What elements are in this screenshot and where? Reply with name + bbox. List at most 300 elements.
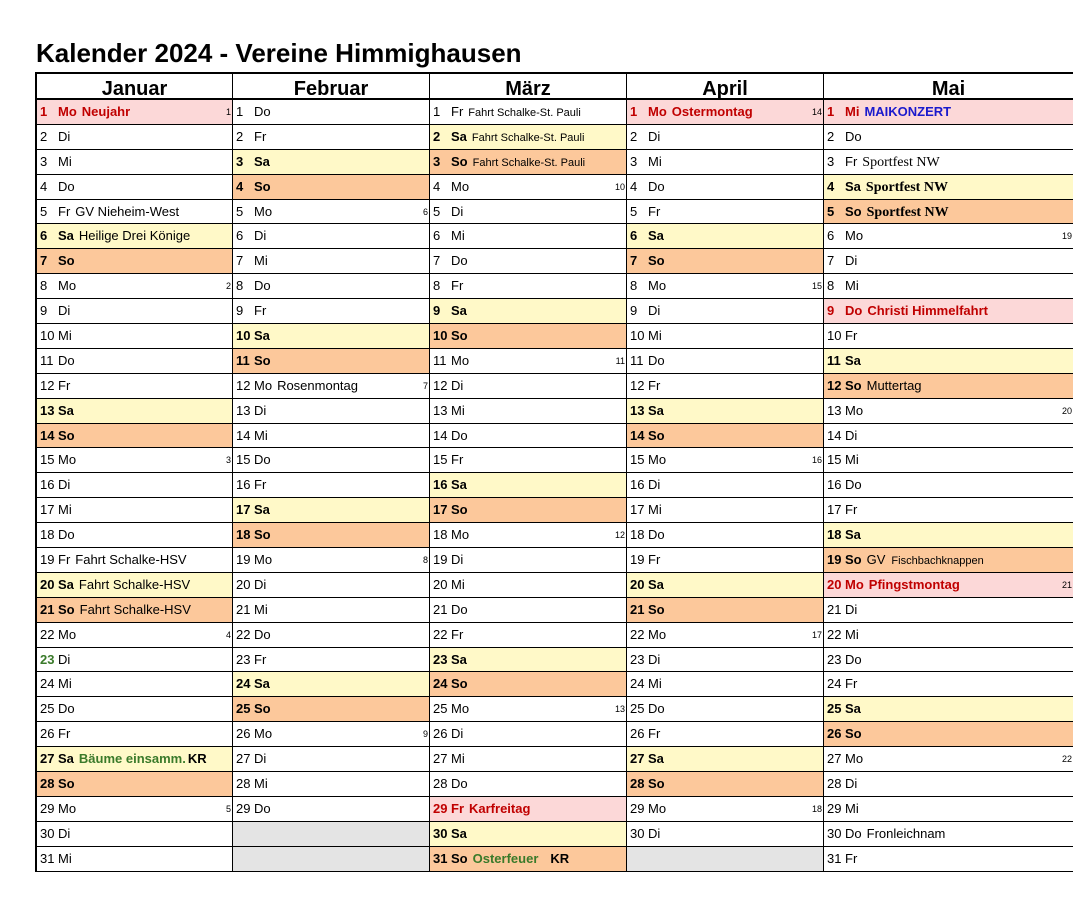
day-number: 17 xyxy=(827,502,842,518)
weekday-label: Sa xyxy=(451,651,467,667)
weekday-label: Mo xyxy=(451,178,470,194)
day-number: 8 xyxy=(630,278,638,294)
weekday-label: Mo xyxy=(451,701,470,717)
day-cell xyxy=(627,374,823,399)
event-suffix: KR xyxy=(187,751,207,767)
day-cell xyxy=(824,697,1073,722)
weekday-label: Di xyxy=(58,651,71,667)
weekday-label: Sa xyxy=(648,228,664,244)
day-cell xyxy=(37,772,232,797)
weekday-label: Fr xyxy=(845,502,858,518)
weekday-label: Mi xyxy=(845,104,860,119)
weekday-label: Di xyxy=(254,576,267,592)
day-number: 5 xyxy=(40,203,48,219)
day-number: 11 xyxy=(40,352,54,368)
day-cell xyxy=(627,722,823,747)
day-cell xyxy=(627,598,823,623)
day-number: 7 xyxy=(827,253,835,269)
day-cell xyxy=(233,249,429,274)
weekday-label: Mi xyxy=(58,502,72,518)
month-header: Januar xyxy=(37,72,232,100)
day-number: 5 xyxy=(827,203,835,219)
day-number: 6 xyxy=(40,228,48,244)
day-number: 13 xyxy=(630,402,645,418)
weekday-label: Mi xyxy=(451,402,465,418)
page-title: Kalender 2024 - Vereine Himmighausen xyxy=(36,38,522,68)
day-number: 24 xyxy=(40,676,55,692)
weekday-label: Mi xyxy=(648,676,662,692)
day-cell xyxy=(824,125,1073,150)
day-number: 21 xyxy=(236,601,251,617)
day-number: 13 xyxy=(433,402,448,418)
day-number: 17 xyxy=(433,502,448,518)
day-cell xyxy=(37,200,232,225)
week-number: 16 xyxy=(811,455,822,466)
event-label: Fahrt Schalke-HSV xyxy=(75,552,187,568)
day-cell xyxy=(430,150,626,175)
weekday-label: Sa xyxy=(58,402,74,418)
day-cell xyxy=(430,623,626,648)
weekday-label: Do xyxy=(451,253,468,269)
weekday-label: Fr xyxy=(648,377,661,393)
day-cell xyxy=(37,150,232,175)
day-number: 24 xyxy=(630,676,645,692)
day-cell xyxy=(627,200,823,225)
day-cell xyxy=(37,399,232,424)
week-number: 18 xyxy=(811,803,822,814)
day-number: 2 xyxy=(40,128,48,144)
day-cell xyxy=(430,100,626,125)
weekday-label: Mo xyxy=(648,452,667,468)
weekday-label: Mo xyxy=(254,203,273,219)
day-number: 31 xyxy=(433,850,448,866)
day-cell xyxy=(627,573,823,598)
day-number: 8 xyxy=(433,278,441,294)
day-number: 12 xyxy=(236,377,251,393)
weekday-label: So xyxy=(845,726,862,742)
day-number: 18 xyxy=(433,527,448,543)
weekday-label: So xyxy=(451,502,468,518)
day-number: 25 xyxy=(236,701,251,717)
day-cell xyxy=(233,797,429,822)
month-column-februar xyxy=(232,72,429,872)
day-number: 23 xyxy=(630,651,645,667)
day-number: 27 xyxy=(236,751,251,767)
weekday-label: So xyxy=(58,601,75,617)
day-number: 21 xyxy=(827,601,842,617)
week-number: 1 xyxy=(225,107,231,117)
day-cell xyxy=(627,249,823,274)
day-number: 23 xyxy=(827,651,842,667)
month-column-januar xyxy=(35,72,232,872)
weekday-label: Mi xyxy=(58,676,72,692)
weekday-label: Di xyxy=(58,825,71,841)
day-number: 14 xyxy=(433,427,448,443)
event-label: Fahrt Schalke-St. Pauli xyxy=(468,107,581,119)
day-cell xyxy=(627,274,823,299)
day-cell xyxy=(37,822,232,847)
day-number: 4 xyxy=(236,178,244,194)
weekday-label: So xyxy=(254,178,271,194)
day-cell xyxy=(233,747,429,772)
weekday-label: Fr xyxy=(58,552,71,568)
weekday-label: So xyxy=(451,328,468,344)
day-cell xyxy=(824,548,1073,573)
weekday-label: Do xyxy=(58,352,75,368)
day-number: 20 xyxy=(433,576,448,592)
day-number: 14 xyxy=(827,427,842,443)
weekday-label: Mo xyxy=(451,527,470,543)
weekday-label: Sa xyxy=(845,527,861,543)
empty-day-cell xyxy=(233,847,429,872)
day-number: 16 xyxy=(40,477,55,493)
day-cell xyxy=(627,448,823,473)
weekday-label: Mi xyxy=(451,228,465,244)
weekday-label: Sa xyxy=(648,751,664,767)
weekday-label: Mi xyxy=(845,626,859,642)
day-cell xyxy=(37,349,232,374)
weekday-label: Mo xyxy=(648,104,667,119)
day-number: 15 xyxy=(630,452,645,468)
day-cell xyxy=(627,100,823,125)
event-label: Fahrt Schalke-HSV xyxy=(78,576,191,592)
day-cell xyxy=(430,249,626,274)
day-number: 8 xyxy=(236,278,244,294)
weekday-label: Fr xyxy=(58,203,71,219)
day-cell xyxy=(430,374,626,399)
event-label: Bäume einsamm. xyxy=(78,751,186,767)
day-number: 22 xyxy=(433,626,448,642)
day-number: 29 xyxy=(630,800,645,816)
day-cell xyxy=(233,299,429,324)
day-cell xyxy=(430,672,626,697)
weekday-label: Sa xyxy=(845,701,861,717)
day-cell xyxy=(233,573,429,598)
day-number: 1 xyxy=(630,104,638,119)
day-cell xyxy=(233,722,429,747)
weekday-label: Sa xyxy=(58,751,74,767)
weekday-label: So xyxy=(58,776,75,792)
day-cell xyxy=(627,498,823,523)
day-number: 4 xyxy=(40,178,48,194)
weekday-label: Fr xyxy=(451,104,464,119)
weekday-label: So xyxy=(648,427,665,443)
day-number: 29 xyxy=(827,800,842,816)
weekday-label: Mo xyxy=(451,352,470,368)
weekday-label: Sa xyxy=(845,178,861,194)
weekday-label: Mi xyxy=(254,253,268,269)
day-cell xyxy=(824,274,1073,299)
day-cell xyxy=(824,299,1073,324)
day-cell xyxy=(824,623,1073,648)
weekday-label: Sa xyxy=(451,303,467,319)
day-number: 3 xyxy=(630,153,638,169)
week-number: 3 xyxy=(225,455,231,466)
day-cell xyxy=(233,498,429,523)
event-label: Osterfeuer xyxy=(472,850,539,866)
weekday-label: Fr xyxy=(648,726,661,742)
day-cell xyxy=(233,399,429,424)
day-cell xyxy=(430,573,626,598)
weekday-label: Mo xyxy=(58,278,77,294)
weekday-label: Sa xyxy=(58,576,74,592)
day-number: 12 xyxy=(433,377,448,393)
weekday-label: Mi xyxy=(58,153,72,169)
day-number: 16 xyxy=(236,477,251,493)
week-number: 10 xyxy=(614,181,625,192)
weekday-label: Mo xyxy=(58,104,77,119)
day-number: 24 xyxy=(827,676,842,692)
day-cell xyxy=(824,523,1073,548)
weekday-label: Di xyxy=(648,825,661,841)
day-number: 17 xyxy=(630,502,645,518)
day-cell xyxy=(824,772,1073,797)
day-cell xyxy=(37,672,232,697)
week-number: 11 xyxy=(615,355,625,366)
day-number: 10 xyxy=(630,328,645,344)
day-number: 9 xyxy=(236,303,244,319)
event-label: Ostermontag xyxy=(671,104,753,119)
weekday-label: Do xyxy=(648,701,665,717)
week-number: 12 xyxy=(614,530,625,541)
day-cell xyxy=(824,349,1073,374)
day-cell xyxy=(824,175,1073,200)
weekday-label: Do xyxy=(451,427,468,443)
day-number: 3 xyxy=(827,153,835,169)
day-number: 5 xyxy=(433,203,441,219)
weekday-label: Fr xyxy=(58,726,71,742)
day-number: 31 xyxy=(827,850,842,866)
day-number: 17 xyxy=(236,502,251,518)
day-number: 24 xyxy=(236,676,251,692)
day-cell xyxy=(627,772,823,797)
day-cell xyxy=(233,374,429,399)
day-number: 20 xyxy=(827,576,842,592)
day-number: 26 xyxy=(827,726,842,742)
day-number: 23 xyxy=(236,651,251,667)
weekday-label: Fr xyxy=(254,303,267,319)
week-number: 14 xyxy=(811,107,822,117)
weekday-label: So xyxy=(254,701,271,717)
weekday-label: Sa xyxy=(254,153,270,169)
day-cell xyxy=(430,498,626,523)
day-cell xyxy=(824,399,1073,424)
day-number: 26 xyxy=(433,726,448,742)
day-number: 21 xyxy=(630,601,645,617)
day-number: 21 xyxy=(40,601,55,617)
day-cell xyxy=(627,224,823,249)
weekday-label: Mo xyxy=(845,228,864,244)
day-cell xyxy=(824,100,1073,125)
weekday-label: Mi xyxy=(58,850,72,866)
weekday-label: Di xyxy=(451,203,464,219)
day-cell xyxy=(430,324,626,349)
day-number: 3 xyxy=(40,153,48,169)
day-number: 25 xyxy=(630,701,645,717)
weekday-label: Do xyxy=(58,701,75,717)
weekday-label: Mi xyxy=(648,153,662,169)
day-number: 17 xyxy=(40,502,55,518)
day-cell xyxy=(824,224,1073,249)
weekday-label: Fr xyxy=(451,800,464,816)
weekday-label: Mo xyxy=(58,452,77,468)
event-label: GV xyxy=(866,552,886,568)
day-number: 16 xyxy=(827,477,842,493)
weekday-label: Di xyxy=(254,751,267,767)
weekday-label: Mo xyxy=(254,377,273,393)
empty-day-cell xyxy=(627,847,823,872)
weekday-label: Mo xyxy=(58,800,77,816)
day-cell xyxy=(627,523,823,548)
weekday-label: So xyxy=(648,776,665,792)
day-cell xyxy=(627,623,823,648)
day-cell xyxy=(430,822,626,847)
day-cell xyxy=(37,722,232,747)
day-number: 11 xyxy=(236,352,250,368)
weekday-label: So xyxy=(648,601,665,617)
day-cell xyxy=(824,374,1073,399)
day-number: 1 xyxy=(433,104,441,119)
day-number: 14 xyxy=(236,427,251,443)
day-cell xyxy=(233,772,429,797)
day-number: 12 xyxy=(40,377,55,393)
day-number: 18 xyxy=(236,527,251,543)
weekday-label: Di xyxy=(648,128,661,144)
weekday-label: Fr xyxy=(451,278,464,294)
day-cell xyxy=(430,648,626,673)
day-cell xyxy=(824,498,1073,523)
weekday-label: Mi xyxy=(845,278,859,294)
day-number: 7 xyxy=(630,253,638,269)
day-number: 26 xyxy=(630,726,645,742)
day-number: 11 xyxy=(630,352,644,368)
day-cell xyxy=(233,349,429,374)
day-number: 28 xyxy=(827,776,842,792)
day-number: 15 xyxy=(40,452,55,468)
day-number: 27 xyxy=(630,751,645,767)
day-cell xyxy=(627,697,823,722)
day-cell xyxy=(627,747,823,772)
day-cell xyxy=(627,822,823,847)
day-cell xyxy=(430,772,626,797)
week-number: 15 xyxy=(811,281,822,292)
day-number: 19 xyxy=(236,552,251,568)
day-cell xyxy=(233,424,429,449)
day-number: 12 xyxy=(827,377,842,393)
weekday-label: Do xyxy=(254,626,271,642)
weekday-label: Do xyxy=(451,601,468,617)
day-cell xyxy=(233,100,429,125)
calendar-grid xyxy=(35,72,1072,872)
day-cell xyxy=(430,274,626,299)
day-cell xyxy=(824,200,1073,225)
day-number: 16 xyxy=(433,477,448,493)
day-cell xyxy=(824,424,1073,449)
day-cell xyxy=(233,125,429,150)
day-cell xyxy=(627,548,823,573)
weekday-label: Mo xyxy=(58,626,77,642)
day-number: 15 xyxy=(236,452,251,468)
weekday-label: Mi xyxy=(58,328,72,344)
day-number: 19 xyxy=(433,552,448,568)
day-number: 23 xyxy=(40,651,55,667)
day-number: 7 xyxy=(236,253,244,269)
weekday-label: Mo xyxy=(254,726,273,742)
day-number: 27 xyxy=(827,751,842,767)
day-number: 5 xyxy=(630,203,638,219)
weekday-label: Di xyxy=(451,377,464,393)
day-number: 9 xyxy=(40,303,48,319)
weekday-label: Fr xyxy=(845,153,858,169)
day-cell xyxy=(233,697,429,722)
event-label: Sportfest NW xyxy=(865,179,948,195)
day-cell xyxy=(430,125,626,150)
day-number: 19 xyxy=(827,552,842,568)
day-number: 2 xyxy=(433,128,441,144)
event-label: Sportfest NW xyxy=(866,204,949,220)
weekday-label: Do xyxy=(845,825,862,841)
day-cell xyxy=(233,648,429,673)
day-cell xyxy=(627,349,823,374)
day-number: 8 xyxy=(827,278,835,294)
day-number: 28 xyxy=(630,776,645,792)
weekday-label: Fr xyxy=(254,128,267,144)
day-number: 12 xyxy=(630,377,645,393)
day-cell xyxy=(37,697,232,722)
day-cell xyxy=(233,672,429,697)
day-cell xyxy=(627,672,823,697)
day-cell xyxy=(37,374,232,399)
day-cell xyxy=(37,598,232,623)
week-number: 19 xyxy=(1061,231,1072,242)
week-number: 6 xyxy=(422,206,428,217)
weekday-label: Do xyxy=(254,278,271,294)
day-number: 29 xyxy=(40,800,55,816)
day-cell xyxy=(37,847,232,872)
day-cell xyxy=(430,747,626,772)
day-number: 22 xyxy=(630,626,645,642)
day-number: 2 xyxy=(236,128,244,144)
weekday-label: Mo xyxy=(648,800,667,816)
weekday-label: Do xyxy=(58,527,75,543)
day-number: 22 xyxy=(40,626,55,642)
day-number: 25 xyxy=(827,701,842,717)
weekday-label: Mi xyxy=(254,427,268,443)
week-number: 7 xyxy=(422,380,428,391)
week-number: 5 xyxy=(225,803,231,814)
day-cell xyxy=(233,523,429,548)
day-number: 3 xyxy=(433,153,441,169)
day-number: 18 xyxy=(827,527,842,543)
week-number: 22 xyxy=(1061,754,1072,765)
week-number: 9 xyxy=(422,729,428,740)
day-cell xyxy=(37,175,232,200)
day-cell xyxy=(627,299,823,324)
day-number: 29 xyxy=(433,800,448,816)
day-cell xyxy=(37,573,232,598)
week-number: 20 xyxy=(1061,405,1072,416)
day-number: 19 xyxy=(630,552,645,568)
day-number: 8 xyxy=(40,278,48,294)
day-cell xyxy=(37,100,232,125)
day-number: 1 xyxy=(827,104,835,119)
day-number: 31 xyxy=(40,850,55,866)
day-number: 22 xyxy=(827,626,842,642)
weekday-label: Fr xyxy=(648,203,661,219)
day-cell xyxy=(627,797,823,822)
day-number: 6 xyxy=(630,228,638,244)
day-number: 19 xyxy=(40,552,55,568)
